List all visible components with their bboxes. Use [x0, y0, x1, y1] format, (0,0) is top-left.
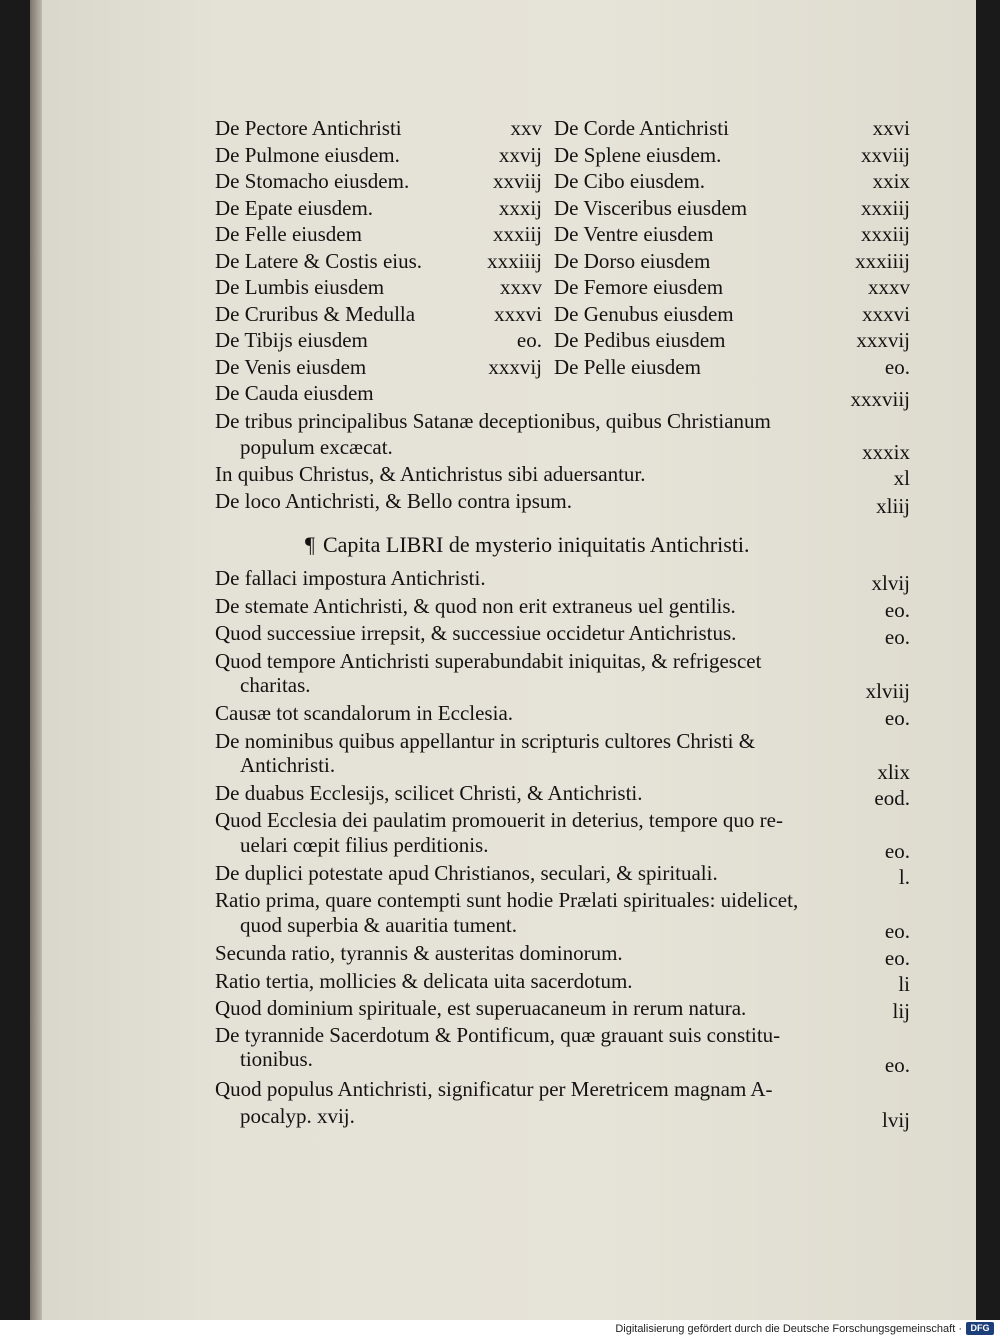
entry-title: De Cauda eiusdem — [215, 381, 374, 405]
entry-page: xxxiij — [860, 222, 910, 246]
entry-page: xxxij — [498, 196, 542, 220]
entry-continuation: pocalyp. xvij. — [240, 1104, 355, 1128]
entry-title: De Latere & Costis eius. — [215, 249, 423, 273]
entry-page: xxv — [510, 116, 542, 140]
entry-title: De Visceribus eiusdem — [554, 196, 748, 220]
entry-title: In quibus Christus, & Antichristus sibi aduersantur. — [215, 462, 646, 486]
entry-page: xxxvi — [494, 302, 542, 326]
entry-title: Secunda ratio, tyrannis & austeritas dominorum. — [215, 941, 623, 965]
entry-page: xxvi — [872, 116, 910, 140]
pilcrow-mark: ¶ — [305, 532, 315, 557]
entry-title: De Dorso eiusdem — [554, 249, 711, 273]
dfg-logo: DFG — [966, 1322, 994, 1335]
entry-continuation: tionibus. — [240, 1047, 313, 1071]
entry-title: De Genubus eiusdem — [554, 302, 734, 326]
heading-text: Capita LIBRI de mysterio iniquitatis Antichristi. — [322, 532, 750, 557]
entry-page: xxxiij — [860, 196, 910, 220]
entry-page: xlix — [877, 760, 910, 784]
entry-title: De Pulmone eiusdem. — [215, 143, 400, 167]
entry-page: xxxv — [868, 275, 910, 299]
entry-page: lvij — [881, 1108, 910, 1132]
entry-title: De tribus principalibus Satanæ deceptionibus, quibus Christianum — [215, 409, 771, 433]
entry-title: De Ventre eiusdem — [554, 222, 714, 246]
entry-page: xxxiiij — [855, 249, 910, 273]
entry-page: li — [898, 972, 910, 996]
entry-title: De Pectore Antichristi — [215, 116, 402, 140]
entry-title: Quod Ecclesia dei paulatim promouerit in deterius, tempore quo re- — [215, 808, 783, 832]
entry-title: Quod tempore Antichristi superabundabit iniquitas, & refrigescet — [215, 649, 762, 673]
entry-title: De Tibijs eiusdem — [215, 328, 368, 352]
entry-page: xxviij — [860, 143, 910, 167]
entry-title: De stemate Antichristi, & quod non erit extraneus uel gentilis. — [215, 594, 736, 618]
entry-title: Quod dominium spirituale, est superuacaneum in rerum natura. — [215, 996, 747, 1020]
entry-page: eo. — [884, 839, 910, 863]
entry-title: De Stomacho eiusdem. — [215, 169, 410, 193]
entry-page: xxix — [872, 169, 910, 193]
page-gutter-shadow — [30, 0, 42, 1320]
entry-page: eo. — [884, 706, 910, 730]
entry-title: De Femore eiusdem — [554, 275, 724, 299]
entry-continuation: populum excæcat. — [240, 435, 393, 459]
entry-page: xlviij — [865, 679, 910, 703]
entry-title: De Pelle eiusdem — [554, 355, 701, 379]
entry-title: Ratio prima, quare contempti sunt hodie Prælati spirituales: uidelicet, — [215, 888, 799, 912]
entry-title: De Venis eiusdem — [215, 355, 367, 379]
entry-title: De Pedibus eiusdem — [554, 328, 726, 352]
entry-page: xxxv — [500, 275, 542, 299]
entry-title: De Cruribus & Medulla — [215, 302, 416, 326]
entry-page: eo. — [884, 598, 910, 622]
entry-page: eod. — [874, 786, 910, 810]
entry-title: De loco Antichristi, & Bello contra ipsum. — [215, 489, 572, 513]
entry-page: eo. — [516, 328, 542, 352]
entry-page: xxxiiij — [487, 249, 542, 273]
entry-title: De Epate eiusdem. — [215, 196, 374, 220]
entry-page: xlvij — [871, 571, 910, 595]
entry-page: xxxvi — [862, 302, 910, 326]
entry-title: De duabus Ecclesijs, scilicet Christi, & Antichristi. — [215, 781, 643, 805]
entry-title: Quod successiue irrepsit, & successiue occidetur Antichristus. — [215, 621, 737, 645]
entry-continuation: quod superbia & auaritia tument. — [240, 913, 518, 937]
entry-page: xl — [893, 466, 910, 490]
entry-page: xxvij — [498, 143, 542, 167]
entry-page: xxxvij — [856, 328, 910, 352]
entry-title: Ratio tertia, mollicies & delicata uita sacerdotum. — [215, 969, 633, 993]
entry-page: eo. — [884, 1053, 910, 1077]
entry-page: eo. — [884, 355, 910, 379]
entry-page: l. — [898, 865, 910, 889]
entry-page: lij — [892, 999, 910, 1023]
entry-continuation: Antichristi. — [240, 753, 336, 777]
entry-continuation: charitas. — [240, 673, 311, 697]
entry-title: De Splene eiusdem. — [554, 143, 722, 167]
entry-title: De nominibus quibus appellantur in scripturis cultores Christi & — [215, 729, 756, 753]
entry-title: De Felle eiusdem — [215, 222, 362, 246]
entry-title: De tyrannide Sacerdotum & Pontificum, quæ grauant suis constitu- — [215, 1023, 781, 1047]
entry-title: Causæ tot scandalorum in Ecclesia. — [215, 701, 514, 725]
entry-continuation: uelari cœpit filius perditionis. — [240, 833, 489, 857]
entry-title: De fallaci impostura Antichristi. — [215, 566, 486, 590]
entry-title: De Corde Antichristi — [554, 116, 729, 140]
entry-page: eo. — [884, 946, 910, 970]
entry-page: xliij — [876, 494, 910, 518]
entry-title: Quod populus Antichristi, significatur per Meretricem magnam A- — [215, 1077, 773, 1101]
entry-page: xxxviij — [850, 387, 910, 411]
entry-page: xxxvij — [488, 355, 542, 379]
digitization-credit: Digitalisierung gefördert durch die Deutsche Forschungsgemeinschaft · — [615, 1323, 962, 1335]
section-heading — [305, 533, 749, 557]
entry-title: De Cibo eiusdem. — [554, 169, 706, 193]
entry-title: De duplici potestate apud Christianos, seculari, & spirituali. — [215, 861, 718, 885]
entry-page: eo. — [884, 919, 910, 943]
entry-title: De Lumbis eiusdem — [215, 275, 385, 299]
entry-page: xxxix — [862, 440, 910, 464]
entry-page: xxviij — [492, 169, 542, 193]
entry-page: eo. — [884, 625, 910, 649]
entry-page: xxxiij — [492, 222, 542, 246]
